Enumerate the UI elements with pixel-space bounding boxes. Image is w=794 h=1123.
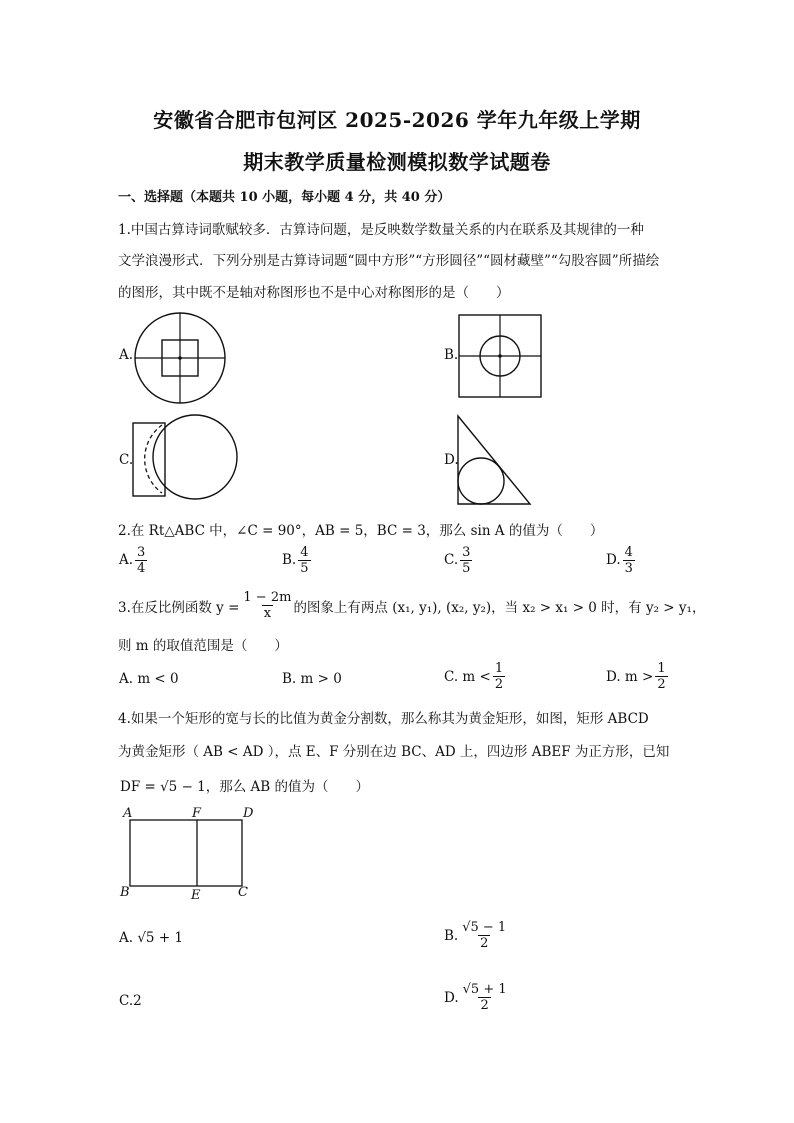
section-heading: 一、选择题（本题共 10 小题，每小题 4 分，共 40 分）: [118, 190, 451, 205]
q2-option-d-num: 4: [624, 545, 633, 560]
q4-text-line3: DF = √5 − 1，那么 AB 的值为（ ）: [120, 779, 370, 795]
q4-option-a: A. √5 + 1: [119, 930, 184, 946]
q2-option-d-fraction: [623, 545, 635, 576]
q2-option-b: [282, 545, 311, 576]
q4-option-b-den: 2: [480, 936, 489, 951]
q2-option-c-den: 5: [462, 561, 471, 576]
q3-option-c-num: 1: [494, 661, 504, 676]
q4-label-f: F: [192, 806, 202, 821]
q3-text-line1: [118, 590, 705, 621]
q2-option-b-label: B.: [282, 552, 297, 568]
q4-option-c: C.2: [119, 993, 142, 1009]
page-title-line1: 安徽省合肥市包河区 2025-2026 学年九年级上学期: [153, 108, 641, 132]
q4-label-e: E: [191, 888, 201, 903]
q3-suffix: 的图象上有两点 (x₁, y₁), (x₂, y₂)，当 x₂ > x₁ > 0 时，有 y₂ > y₁，: [293, 599, 706, 616]
q1-option-a-label: A.: [119, 347, 134, 363]
q4-option-d-fraction: [461, 982, 509, 1013]
q3-option-c-prefix: C. m <: [444, 668, 491, 685]
q4-option-d: [444, 982, 509, 1013]
q2-option-c-fraction: [460, 545, 472, 576]
q2-option-a: [119, 545, 147, 576]
q2-option-d-label: D.: [606, 552, 621, 568]
q1-option-b-label: B.: [444, 347, 459, 363]
q3-text-line2: 则 m 的取值范围是（ ）: [118, 638, 288, 654]
q1-option-c-label: C.: [119, 452, 134, 468]
q2-option-b-num: 4: [300, 545, 309, 560]
q3-prefix: 3.在反比例函数 y =: [118, 599, 240, 616]
q1-figure-c: [131, 413, 241, 499]
q1-option-d-label: D.: [444, 452, 459, 468]
q2-option-c-label: C.: [444, 552, 459, 568]
q4-option-b-num: √5 − 1: [462, 920, 507, 935]
q3-option-d: [606, 661, 668, 692]
q3-option-c: [444, 661, 505, 692]
q1-text-line1: 1.中国古算诗词歌赋较多．古算诗问题，是反映数学数量关系的内在联系及其规律的一种: [118, 222, 644, 238]
q3-option-c-den: 2: [494, 677, 504, 692]
q4-option-b: [444, 920, 508, 951]
q4-option-d-num: √5 + 1: [462, 982, 507, 997]
q4-label-d: D: [243, 806, 254, 821]
q2-option-a-fraction: [135, 545, 147, 576]
q3-option-a: A. m < 0: [119, 671, 179, 687]
q2-option-a-den: 4: [137, 561, 146, 576]
q1-figure-b: [458, 314, 542, 398]
q4-label-b: B: [120, 885, 130, 900]
q4-label-a: A: [123, 806, 133, 821]
q4-option-d-den: 2: [480, 998, 489, 1013]
q2-option-d: [606, 545, 635, 576]
q1-text-line3: 的图形，其中既不是轴对称图形也不是中心对称图形的是（ ）: [118, 285, 510, 301]
q2-option-a-num: 3: [137, 545, 146, 560]
q3-fraction-den: x: [263, 606, 272, 621]
page-title-line2: 期末教学质量检测模拟数学试题卷: [243, 150, 551, 174]
q3-option-b: B. m > 0: [282, 671, 342, 687]
q2-option-a-label: A.: [119, 552, 134, 568]
q4-option-b-label: B.: [444, 927, 459, 944]
q3-option-d-prefix: D. m >: [606, 668, 654, 685]
q3-option-d-fraction: [655, 661, 667, 692]
q1-figure-d: [456, 414, 532, 506]
q4-label-c: C: [238, 885, 248, 900]
q3-option-c-fraction: [493, 661, 505, 692]
q4-option-b-fraction: [460, 920, 508, 951]
q3-option-d-num: 1: [657, 661, 666, 676]
q4-text-line2: 为黄金矩形（ AB < AD ），点 E、F 分别在边 BC、AD 上，四边形 ABEF 为正方形，已知: [118, 744, 670, 760]
q1-figure-a: [133, 311, 227, 405]
q3-fraction-num: 1 − 2m: [243, 590, 292, 605]
q2-option-d-den: 3: [624, 561, 633, 576]
q2-text: 2.在 Rt△ABC 中，∠C = 90°，AB = 5，BC = 3，那么 sin A 的值为（ ）: [118, 523, 604, 539]
q1-text-line2: 文学浪漫形式．下列分别是古算诗词题“圆中方形”“方形圆径”“圆材藏壁”“勾股容圆”所描绘: [118, 253, 660, 269]
q4-text-line1: 4.如果一个矩形的宽与长的比值为黄金分割数，那么称其为黄金矩形，如图，矩形 ABCD: [118, 711, 649, 727]
q2-option-c-num: 3: [462, 545, 471, 560]
q2-option-b-den: 5: [300, 561, 309, 576]
q2-option-b-fraction: [298, 545, 310, 576]
q3-function-fraction: [241, 590, 293, 621]
q2-option-c: [444, 545, 472, 576]
q4-option-d-label: D.: [444, 989, 459, 1006]
q3-option-d-den: 2: [657, 677, 666, 692]
